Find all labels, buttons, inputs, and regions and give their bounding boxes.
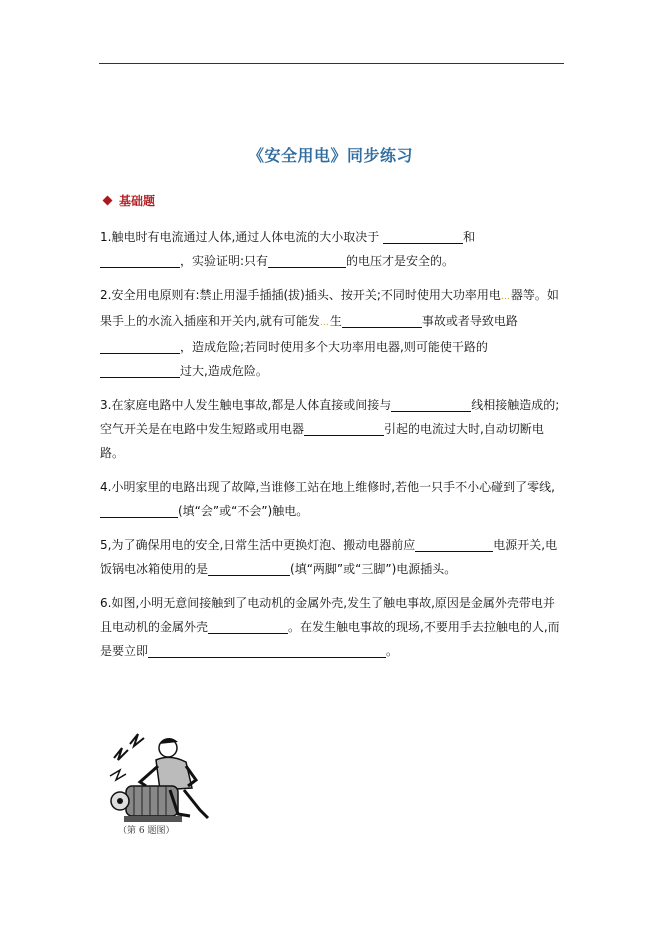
question-5 (100, 533, 565, 581)
q2-text-c: 生 (329, 314, 342, 328)
section-heading-label: 基础题 (119, 194, 156, 208)
q5-blank-2[interactable] (208, 561, 290, 576)
q6-blank-2[interactable] (148, 643, 386, 658)
header-rule (99, 63, 564, 64)
question-4 (100, 475, 565, 523)
q1-text-a: 1.触电时有电流通过人体,通过人体电流的大小取决于 (100, 230, 380, 244)
q3-text-b: 线相接触造成的;空气开关是在电路中发生短路或用电器 (100, 398, 560, 436)
q1-text-d: 的电压才是安全的。 (346, 254, 455, 268)
diamond-bullet-icon (103, 196, 113, 206)
q6-text-a: 6.如图,小明无意间接触到了电动机的金属外壳,发生了触电事故,原因是金属外壳带电并且电动机的金属外壳 (100, 596, 555, 634)
q1-text-b: 和 (463, 230, 476, 244)
q2-text-a: 2.安全用电原则有:禁止用湿手插插(拔)插头、按开关;不同时使用大功率用电 (100, 288, 501, 302)
q2-text-f: 过大,造成危险。 (180, 364, 268, 378)
q2-dots-2: … (319, 318, 330, 328)
q1-blank-3[interactable] (268, 253, 346, 268)
figure-illustration (100, 730, 220, 830)
q5-text-a: 5,为了确保用电的安全,日常生活中更换灯泡、搬动电器前应 (100, 538, 416, 552)
q2-blank-2[interactable] (100, 339, 180, 354)
q5-text-c: (填“两脚”或“三脚”)电源插头。 (290, 562, 457, 576)
section-heading (104, 192, 155, 209)
q5-blank-1[interactable] (415, 537, 493, 552)
q6-blank-1[interactable] (208, 619, 288, 634)
question-6 (100, 591, 565, 663)
page-title: 《安全用电》同步练习 (247, 146, 413, 165)
question-list (100, 225, 565, 673)
question-1 (100, 225, 565, 273)
q6-text-c: 。 (386, 644, 399, 658)
figure-caption: （第 6 题图） (118, 826, 175, 836)
q2-dots-1: … (500, 292, 511, 302)
q4-blank-1[interactable] (100, 503, 178, 518)
q2-text-b: 器等。如果手上的水流入插座和开关内,就有可能发 (100, 288, 559, 328)
q1-blank-1[interactable] (383, 229, 463, 244)
q3-blank-2[interactable] (304, 421, 384, 436)
question-3 (100, 393, 565, 465)
q3-text-c: 引起的电流过大时,自动切断电路。 (100, 422, 544, 460)
q3-text-a: 3.在家庭电路中人发生触电事故,都是人体直接或间接与 (100, 398, 392, 412)
q2-text-d: 事故或者导致电路 (421, 314, 518, 328)
q4-text-b: (填“会”或“不会”)触电。 (178, 504, 309, 518)
q1-blank-2[interactable] (100, 253, 180, 268)
q2-text-e: ，造成危险;若同时使用多个大功率用电器,则可能使干路的 (180, 340, 488, 354)
q2-blank-1[interactable] (342, 313, 422, 328)
q4-text-a: 4.小明家里的电路出现了故障,当谁修工站在地上维修时,若他一只手不小心碰到了零线, (100, 480, 555, 494)
q2-blank-3[interactable] (100, 363, 180, 378)
q1-text-c: ，实验证明:只有 (180, 254, 269, 268)
q3-blank-1[interactable] (391, 397, 471, 412)
q6-text-b: 。在发生触电事故的现场,不要用手去拉触电的人,而是要立即 (100, 620, 560, 658)
question-2 (100, 283, 565, 383)
q5-text-b: 电源开关,电饭锅电冰箱使用的是 (100, 538, 558, 576)
